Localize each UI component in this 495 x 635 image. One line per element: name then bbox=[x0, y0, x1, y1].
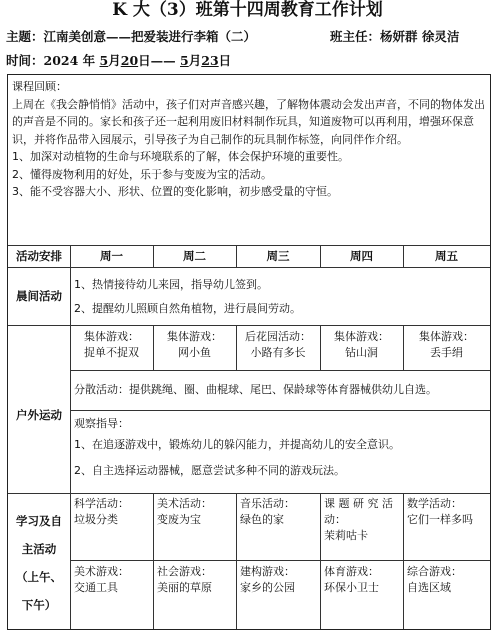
divider bbox=[8, 493, 490, 494]
study-thursday-1 bbox=[324, 496, 402, 544]
divider bbox=[320, 493, 321, 629]
divider bbox=[8, 267, 490, 268]
activity-name: 它们一样多吗 bbox=[407, 513, 473, 526]
time-month-end: 5 bbox=[180, 53, 189, 68]
study-thursday-2 bbox=[324, 564, 402, 596]
study-tuesday-2 bbox=[157, 564, 235, 596]
game-type: 集体游戏： bbox=[84, 330, 139, 343]
day-monday: 周一 bbox=[100, 249, 123, 263]
goal-item: 3、能不受容器大小、形状、位置的变化影响，初步感受量的守恒。 bbox=[12, 185, 338, 198]
study-friday-1 bbox=[407, 496, 489, 528]
outdoor-game-monday bbox=[70, 329, 153, 361]
page-title: K 大（3）班第十四周教育工作计划 bbox=[112, 0, 383, 20]
activity-type: 建构游戏： bbox=[240, 565, 295, 578]
day-tuesday: 周二 bbox=[183, 249, 206, 263]
activity-type: 美术活动： bbox=[157, 497, 212, 510]
divider bbox=[153, 493, 154, 629]
activity-name: 美丽的草原 bbox=[157, 581, 212, 594]
game-name: 钻山洞 bbox=[345, 346, 378, 359]
divider bbox=[236, 493, 237, 629]
observe-item: 2、自主选择运动器械，愿意尝试多种不同的游戏玩法。 bbox=[74, 464, 345, 477]
outdoor-game-friday bbox=[403, 329, 490, 361]
study-label-line: 学习及自 bbox=[16, 514, 62, 528]
activity-type: 数学活动： bbox=[407, 497, 462, 510]
goal-item: 2、懂得废物利用的好处，乐于参与变废为宝的活动。 bbox=[12, 167, 272, 181]
activity-type: 科学活动： bbox=[74, 497, 129, 510]
study-friday-2 bbox=[407, 564, 489, 596]
time-day-start: 20 bbox=[120, 53, 139, 68]
goal-item: 1、加深对动植物的生命与环境联系的了解，体会保护环境的重要性。 bbox=[12, 150, 349, 163]
teachers-line bbox=[330, 27, 459, 45]
theme-label: 主题： bbox=[6, 29, 44, 44]
time-month-label-end: 月 bbox=[188, 53, 202, 68]
teachers-label: 班主任： bbox=[330, 29, 381, 44]
time-month-start: 5 bbox=[99, 53, 109, 68]
time-day-label-end: 日 bbox=[218, 53, 232, 68]
day-wednesday: 周三 bbox=[266, 249, 290, 263]
time-month-label-start: 月 bbox=[108, 53, 121, 68]
study-label-line: 下午） bbox=[21, 598, 57, 612]
activity-name: 垃圾分类 bbox=[74, 513, 118, 526]
divider bbox=[70, 560, 490, 561]
study-wednesday-1 bbox=[240, 496, 318, 528]
outdoor-game-wednesday bbox=[236, 329, 320, 361]
activity-type: 体育游戏： bbox=[324, 565, 379, 578]
day-friday: 周五 bbox=[435, 249, 458, 263]
game-type: 集体游戏： bbox=[419, 330, 474, 343]
game-name: 丢手绢 bbox=[430, 346, 463, 359]
study-wednesday-2 bbox=[240, 564, 318, 596]
course-review bbox=[12, 78, 488, 201]
morning-items bbox=[74, 273, 484, 321]
divider bbox=[70, 245, 71, 629]
divider bbox=[403, 493, 404, 629]
activity-name: 自选区域 bbox=[407, 581, 451, 594]
theme-line bbox=[6, 27, 256, 45]
game-name: 网小鱼 bbox=[178, 346, 211, 359]
outdoor-label: 户外运动 bbox=[16, 408, 62, 422]
game-name: 小路有多长 bbox=[250, 346, 306, 359]
observe-item: 1、在追逐游戏中，锻炼幼儿的躲闪能力，并提高幼儿的安全意识。 bbox=[74, 438, 400, 451]
activity-type: 社会游戏： bbox=[157, 565, 212, 578]
activity-type: 综合游戏： bbox=[407, 565, 462, 578]
divider bbox=[8, 245, 490, 246]
game-name: 捉单不捉双 bbox=[84, 346, 139, 359]
time-day-label-start: 日—— bbox=[138, 53, 176, 68]
review-text: 上周在《我会静悄悄》活动中，孩子们对声音感兴趣，了解物体震动会发出声音，不同的物体发出的声音是不同的。家长和孩子还一起利用废旧材料制作玩具，知道废物可以再利用，增强环保意识，并将作品带入园展示，引导孩子为自己制作的玩具制作标签，向同伴作介绍。 bbox=[12, 97, 485, 146]
time-line bbox=[6, 51, 231, 69]
game-type: 后花园活动： bbox=[245, 330, 311, 343]
study-label-line: 主活动 bbox=[21, 542, 57, 556]
study-monday-2 bbox=[74, 564, 152, 596]
outdoor-game-tuesday bbox=[153, 329, 236, 361]
study-tuesday-1 bbox=[157, 496, 235, 528]
activity-name: 绿色的家 bbox=[240, 513, 284, 526]
activity-name: 茉莉咕卡 bbox=[324, 529, 368, 542]
plan-table bbox=[7, 74, 491, 630]
activity-type: 美术游戏： bbox=[74, 565, 129, 578]
divider bbox=[70, 370, 490, 371]
divider bbox=[70, 410, 490, 411]
morning-label: 晨间活动 bbox=[16, 289, 62, 303]
scatter-activity: 分散活动：提供跳绳、圈、曲棍球、尾巴、保龄球等体育器械供幼儿自选。 bbox=[74, 383, 437, 396]
theme-value: 江南美创意——把爱装进行李箱（二） bbox=[43, 29, 257, 44]
game-type: 集体游戏： bbox=[167, 330, 222, 343]
review-heading: 课程回顾： bbox=[12, 80, 67, 93]
observe-heading: 观察指导： bbox=[74, 417, 129, 430]
game-type: 集体游戏： bbox=[334, 330, 389, 343]
activity-name: 环保小卫士 bbox=[324, 581, 379, 594]
study-label bbox=[8, 507, 70, 619]
morning-item: 2、提醒幼儿照顾自然角植物，进行晨间劳动。 bbox=[74, 302, 301, 315]
outdoor-game-thursday bbox=[320, 329, 403, 361]
divider bbox=[8, 325, 490, 326]
observation-guidance bbox=[74, 413, 488, 481]
time-label: 时间： bbox=[6, 53, 44, 68]
study-label-line: （上午、 bbox=[16, 570, 62, 584]
day-thursday: 周四 bbox=[350, 249, 373, 263]
schedule-header: 活动安排 bbox=[16, 249, 62, 263]
activity-type: 课 题 研 究 活动： bbox=[324, 497, 393, 526]
activity-name: 交通工具 bbox=[74, 581, 118, 594]
activity-name: 家乡的公园 bbox=[240, 581, 295, 594]
time-day-end: 23 bbox=[201, 53, 219, 68]
activity-type: 音乐活动： bbox=[240, 497, 295, 510]
morning-item: 1、热情接待幼儿来园，指导幼儿签到。 bbox=[74, 278, 268, 291]
study-monday-1 bbox=[74, 496, 152, 528]
activity-name: 变废为宝 bbox=[157, 513, 201, 526]
time-year: 2024 年 bbox=[43, 53, 96, 68]
teachers-value: 杨妍群 徐灵洁 bbox=[380, 29, 460, 44]
